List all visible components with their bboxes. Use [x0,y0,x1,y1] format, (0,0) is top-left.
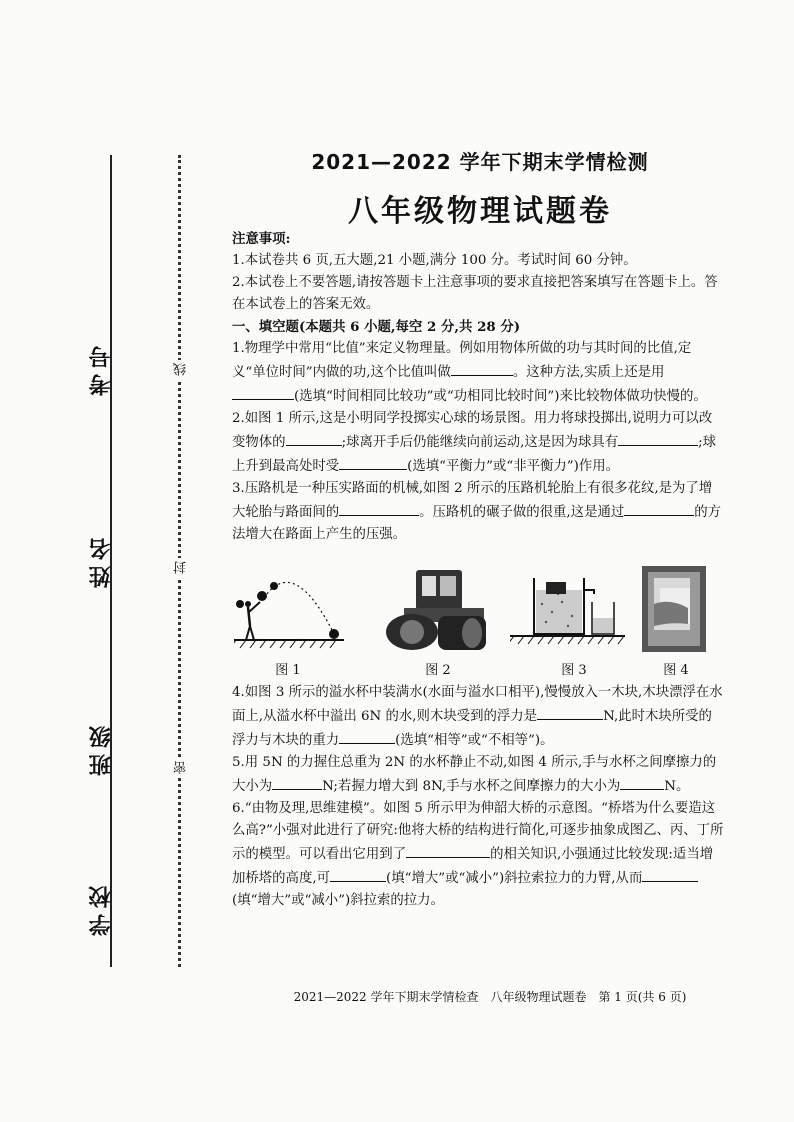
class-label: 班级 [89,720,114,776]
exam-number-label: 考号 [89,340,114,396]
notes-heading: 注意事项: [232,231,291,247]
figure-4-caption: 图 4 [663,663,689,678]
note-item-2: 2.本试卷上不要答题,请按答题卡上注意事项的要求直接把答案填写在答题卡上。答在本试卷上的答案无效。 [232,275,718,312]
question-1: 1.物理学中常用“比值”来定义物理量。例如用物体所做的功与其时间的比值,定义“单位时间”内做的功,这个比值叫做 。这种方法,实质上还是用(选填“时间相同比较功”或“功相同比较时间”)来比较物体做功快慢的。 [232,341,707,404]
page-footer: 2021—2022 学年下期末学情检查 八年级物理试题卷 第 1 页(共 6 页) [293,990,687,1004]
question-2: 2.如图 1 所示,这是小明同学投掷实心球的场景图。用力将球投掷出,说明力可以改变物体的 ;球离开手后仍能继续向前运动,这是因为球具有 ;球上升到最高处时受 (选填“平衡力”或“非平衡力”)作用。 [232,411,717,474]
answer-blank [642,866,698,882]
figure-2-caption: 图 2 [425,663,451,678]
answer-blank [339,454,407,470]
secret-mark: 密 [172,758,191,777]
line-mark: 线 [172,360,191,379]
name-label: 姓名 [89,532,114,588]
answer-blank [620,774,664,790]
seal-mark: 封 [172,558,191,577]
figure-1-shotput [234,564,344,678]
answer-blank [451,360,513,376]
answer-blank [339,500,419,516]
answer-blank [339,728,395,744]
question-5: 5.用 5N 的力握住总重为 2N 的水杯静止不动,如图 4 所示,手与水杯之间摩擦力的大小为 N;若握力增大到 8N,手与水杯之间摩擦力的大小为 N。 [232,755,717,794]
school-label: 学校 [89,880,114,936]
answer-blank [537,704,603,720]
answer-blank [330,866,386,882]
figure-2-road-roller [382,564,492,678]
answer-blank [624,500,694,516]
answer-blank [406,842,490,858]
question-3: 3.压路机是一种压实路面的机械,如图 2 所示的压路机轮胎上有很多花纹,是为了增大轮胎与路面间的 。压路机的碾子做的很重,这是通过 的方法增大在路面上产生的压强。 [232,481,722,542]
answer-blank [272,774,322,790]
exam-title: 八年级物理试题卷 [348,194,612,229]
note-item-1: 1.本试卷共 6 页,五大题,21 小题,满分 100 分。考试时间 60 分钟。 [232,253,637,268]
section1-heading: 一、填空题(本题共 6 小题,每空 2 分,共 28 分) [232,319,521,335]
figure-3-caption: 图 3 [561,663,587,678]
question-4: 4.如图 3 所示的溢水杯中装满水(水面与溢水口相平),慢慢放入一木块,木块漂浮在水面上,从溢水杯中溢出 6N 的水,则木块受到的浮力是 N,此时木块所受的浮力与木块的重力 (选填“相等”或“不相等”)。 [232,685,723,748]
figures-row [232,564,724,682]
exam-term-heading: 2021—2022 学年下期末学情检测 [311,150,649,174]
question-6: 6.“由物及理,思维建模”。如图 5 所示甲为伸韶大桥的示意图。“桥塔为什么要造这么高?”小强对此进行了研究:他将大桥的结构进行简化,可逐步抽象成图乙、丙、丁所示的模型。可以看出它用到了 的相关知识,小强通过比较发现:适当增加桥塔的高度,可 (填“增大”或“减小”)斜拉索拉力的力臂,从而(填“增大”或“减小”)斜拉索的拉力。 [232,801,724,908]
figure-4-hand-holding-cup [640,564,710,678]
exam-content [232,228,724,912]
figure-1-caption: 图 1 [275,663,301,678]
figure-3-overflow-cup [510,564,625,678]
answer-blank [232,384,294,400]
answer-blank [286,430,342,446]
answer-blank [618,430,698,446]
